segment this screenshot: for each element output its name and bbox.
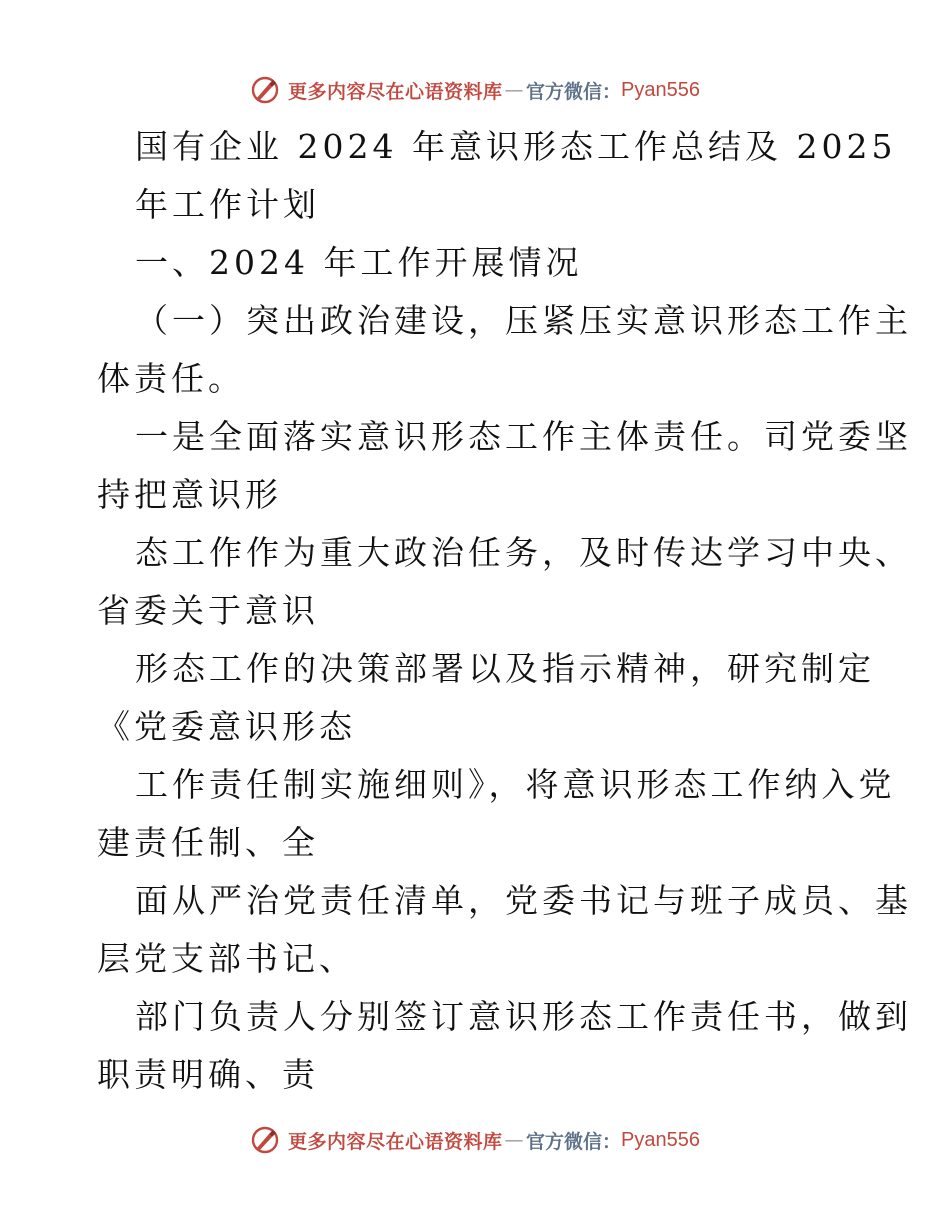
paragraph-line: 层党支部书记、 [97, 939, 356, 978]
paragraph-line: 持把意识形 [97, 475, 282, 514]
paragraph-line: 省委关于意识 [97, 591, 319, 630]
watermark-dash: — [504, 79, 525, 101]
watermark-banner-bottom [0, 1122, 950, 1158]
paragraph-line: 职责明确、责 [97, 1055, 319, 1094]
watermark-wechat-id: Pyan556 [621, 78, 700, 101]
watermark-text: 更多内容尽在心语资料库 [288, 1130, 503, 1153]
watermark-wechat-label: 官方微信： [526, 80, 622, 103]
paragraph-line: 一是全面落实意识形态工作主体责任。司党委坚 [135, 417, 912, 456]
paragraph-line: 部门负责人分别签订意识形态工作责任书，做到 [135, 997, 912, 1036]
subsection-heading-line-2: 体责任。 [97, 359, 245, 398]
paragraph-line: 工作责任制实施细则》，将意识形态工作纳入党 [135, 765, 896, 804]
paragraph-line: 形态工作的决策部署以及指示精神，研究制定 [135, 649, 875, 688]
watermark-wechat-id: Pyan556 [621, 1128, 700, 1151]
pen-logo-icon [250, 75, 280, 105]
section-heading: 一、2024 年工作开展情况 [135, 243, 583, 282]
paragraph-line: 面从严治党责任清单，党委书记与班子成员、基 [135, 881, 912, 920]
paragraph-line: 态工作作为重大政治任务，及时传达学习中央、 [135, 533, 912, 572]
watermark-dash: — [504, 1129, 525, 1151]
paragraph-line: 建责任制、全 [97, 823, 319, 862]
document-title-line-2: 年工作计划 [135, 185, 320, 224]
document-title-line-1: 国有企业 2024 年意识形态工作总结及 2025 [135, 127, 897, 166]
watermark-text: 更多内容尽在心语资料库 [288, 80, 503, 103]
paragraph-line: 《党委意识形态 [97, 707, 356, 746]
watermark-banner-top [0, 72, 950, 108]
watermark-wechat-label: 官方微信： [526, 1130, 622, 1153]
pen-logo-icon [250, 1125, 280, 1155]
subsection-heading-line-1: （一）突出政治建设，压紧压实意识形态工作主 [135, 301, 912, 340]
